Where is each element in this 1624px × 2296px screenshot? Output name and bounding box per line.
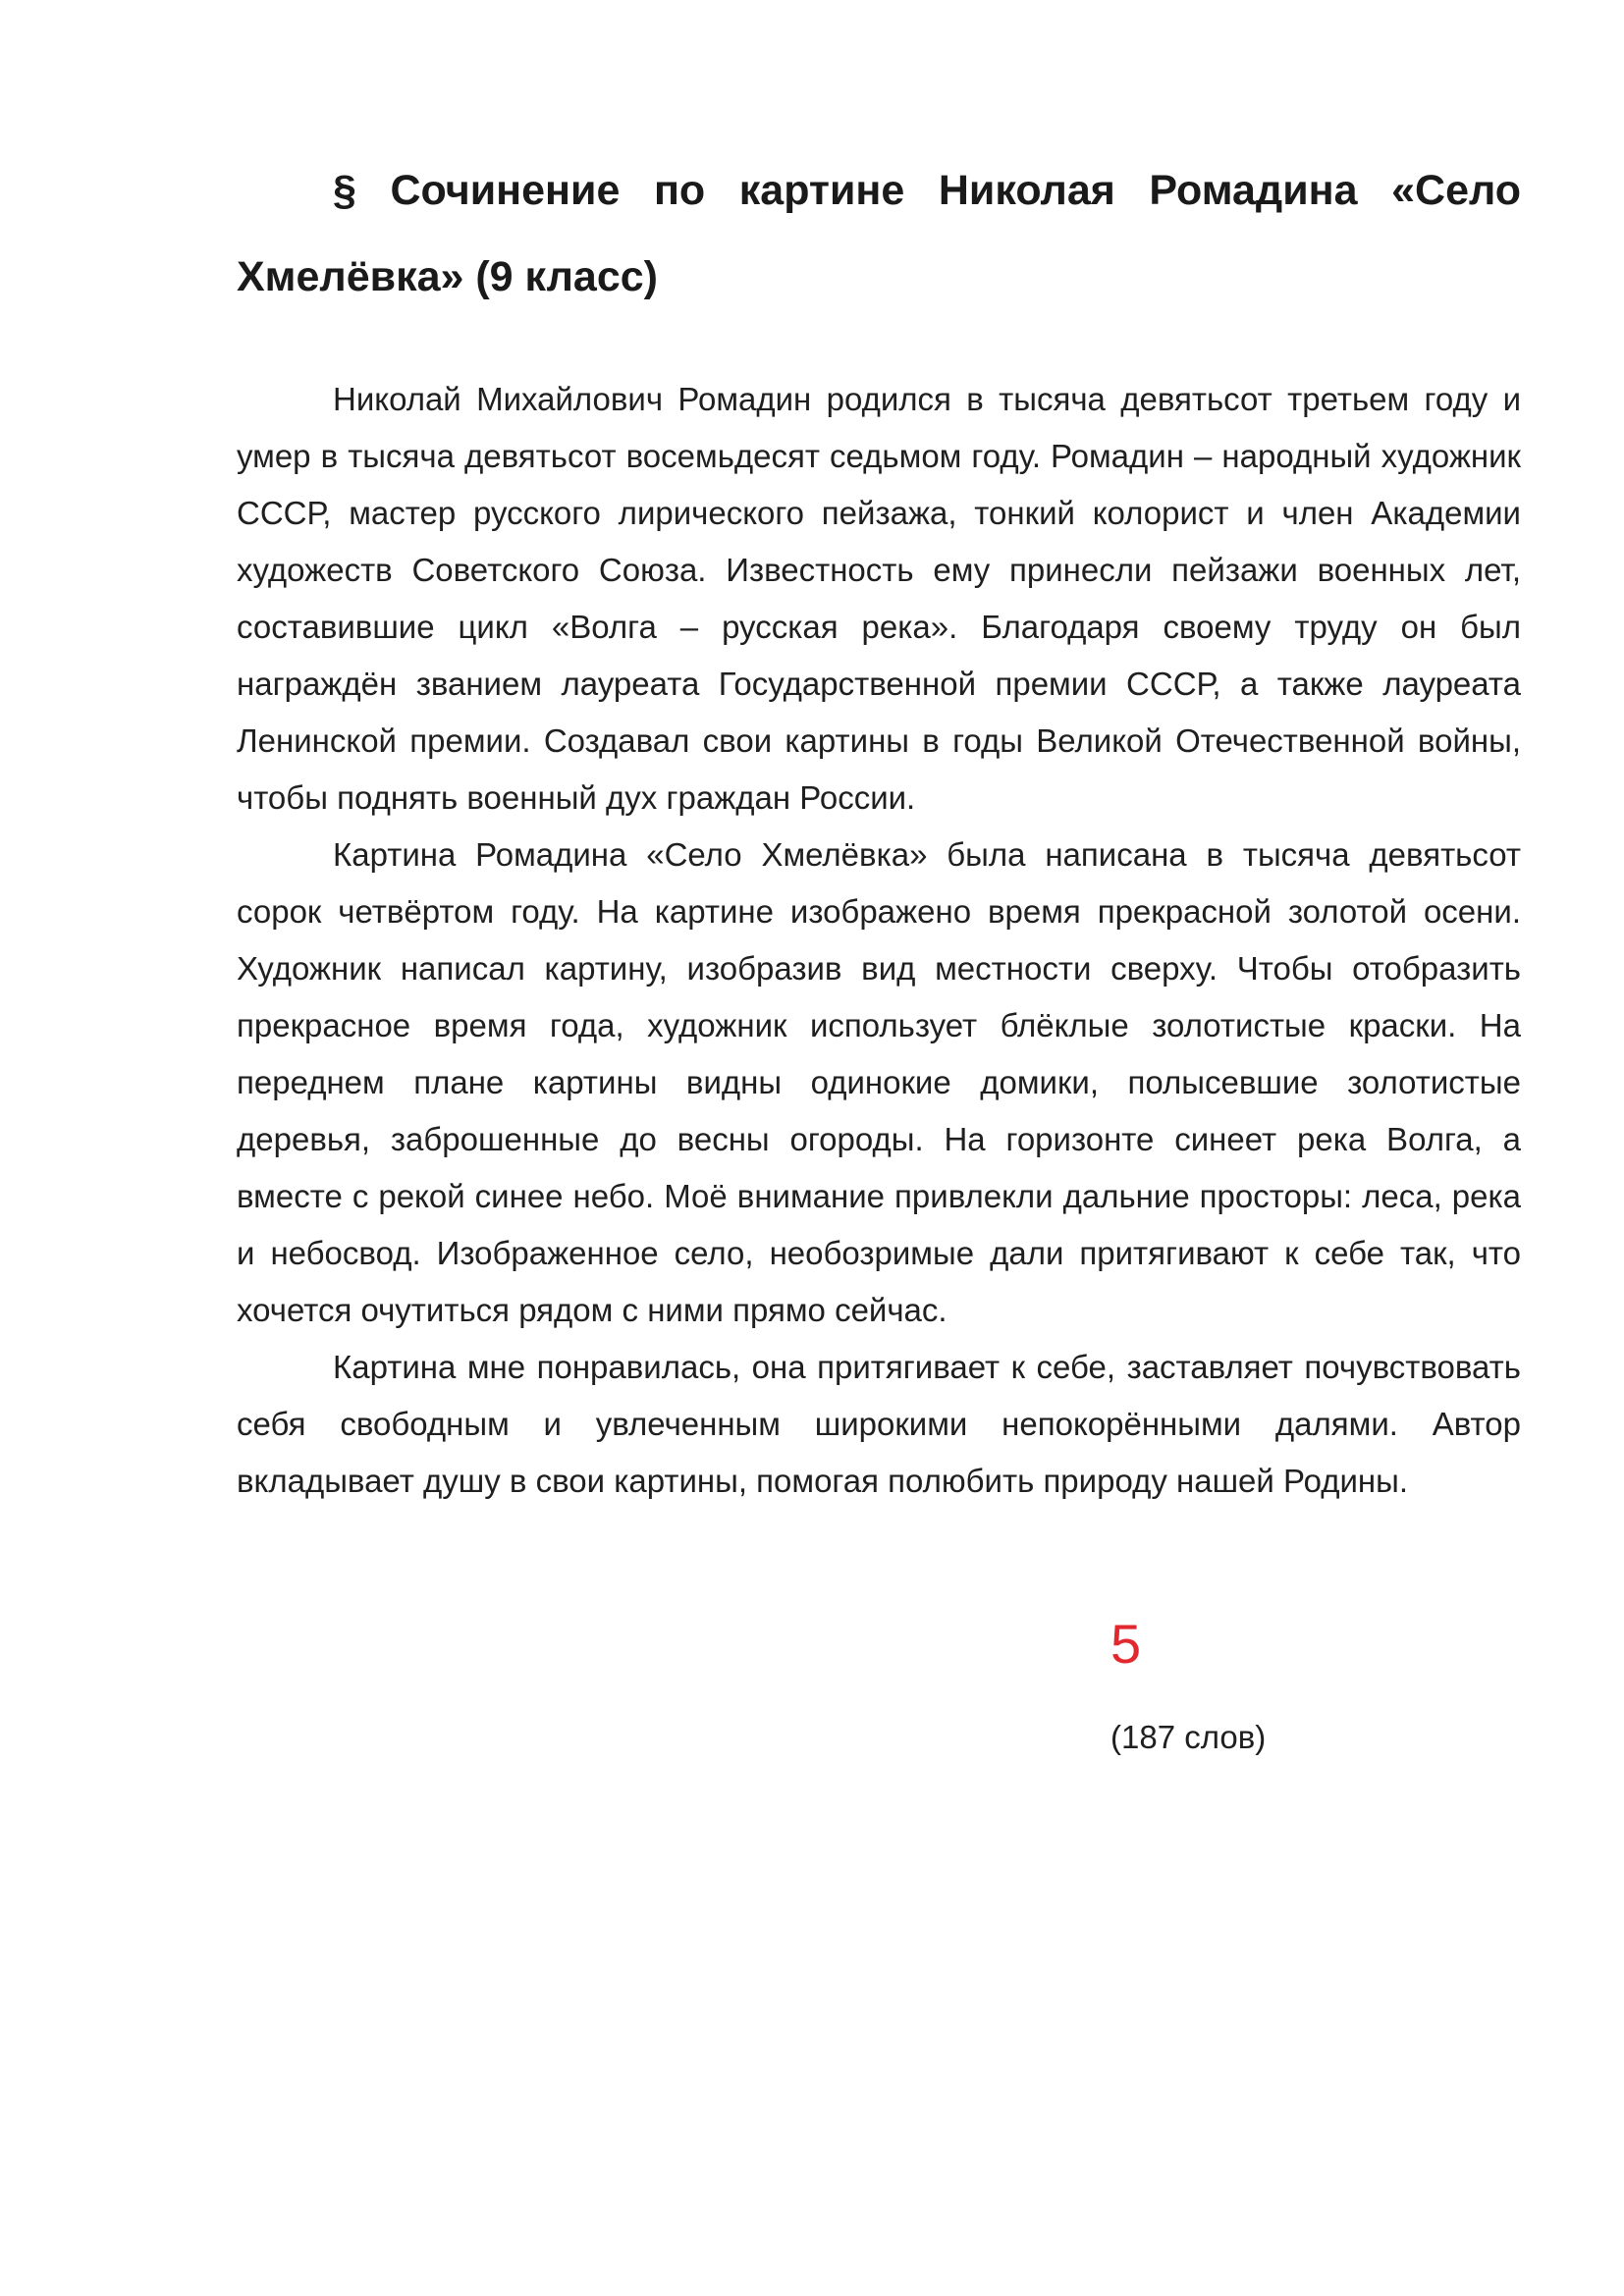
document-page	[237, 147, 1521, 1510]
paragraph-2: Картина Ромадина «Село Хмелёвка» была написана в тысяча девятьсот сорок четвёртом году. На картине изображено время прекрасной золотой осени. Художник написал картину, изобразив вид местности сверху. Чтобы отобразить прекрасное время года, художник использует блёклые золотистые краски. На переднем плане картины видны одинокие домики, полысевшие золотистые деревья, заброшенные до весны огороды. На горизонте синеет река Волга, а вместе с рекой синее небо. Моё внимание привлекли дальние просторы: леса, река и небосвод. Изображенное село, необозримые дали притягивают к себе так, что хочется очутиться рядом с ними прямо сейчас.	[237, 836, 1521, 1328]
grade-mark: 5	[1110, 1613, 1142, 1675]
essay-body	[237, 371, 1521, 1510]
paragraph-1: Николай Михайлович Ромадин родился в тысяча девятьсот третьем году и умер в тысяча девятьсот восемьдесят седьмом году. Ромадин – народный художник СССР, мастер русского лирического пейзажа, тонкий колорист и член Академии художеств Советского Союза. Известность ему принесли пейзажи военных лет, составившие цикл «Волга – русская река». Благодаря своему труду он был награждён званием лауреата Государственной премии СССР, а также лауреата Ленинской премии. Создавал свои картины в годы Великой Отечественной войны, чтобы поднять военный дух граждан России.	[237, 381, 1521, 816]
paragraph-3: Картина мне понравилась, она притягивает к себе, заставляет почувствовать себя свободным и увлеченным широкими непокорёнными далями. Автор вкладывает душу в свои картины, помогая полюбить природу нашей Родины.	[237, 1349, 1521, 1499]
word-count: (187 слов)	[1110, 1719, 1267, 1755]
document-title: § Сочинение по картине Николая Ромадина «Село Хмелёвка» (9 класс)	[237, 167, 1521, 300]
